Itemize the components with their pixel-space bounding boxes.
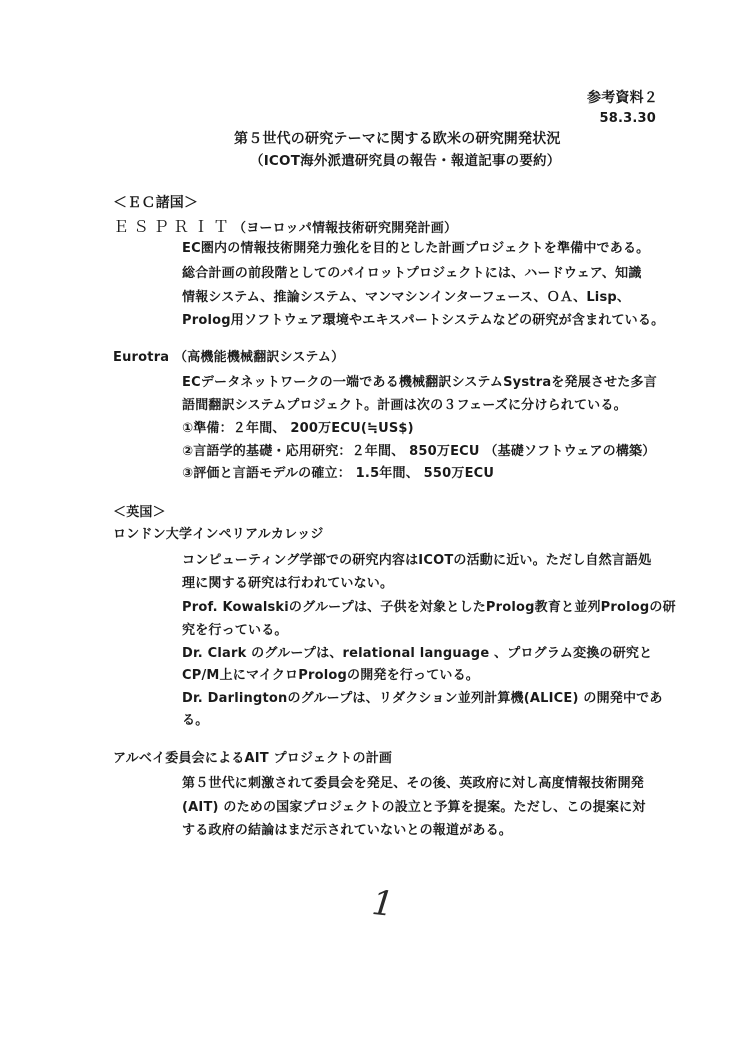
paragraph-line: する政府の結論はまだ示されていないとの報道がある。 <box>182 823 513 838</box>
section-heading-uk: ＜英国＞ <box>113 505 166 520</box>
section-heading-ec: ＜ＥＣ諸国＞ <box>113 195 199 211</box>
paragraph-line: コンピューティング学部での研究内容はICOTの活動に近い。ただし自然言語処 <box>182 553 652 568</box>
paragraph-line: Dr. Darlingtonのグループは、リダクション並列計算機(ALICE) の開発中であ <box>182 691 663 706</box>
reference-label: 参考資料２ <box>587 90 658 106</box>
page-number: 1 <box>369 882 396 926</box>
paragraph-line: (AIT) のための国家プロジェクトの設立と予算を提案。ただし、この提案に対 <box>182 800 646 815</box>
paragraph-line: 究を行っている。 <box>182 623 288 638</box>
document-subtitle: （ICOT海外派遣研究員の報告・報道記事の要約） <box>250 153 561 169</box>
paragraph-line: 総合計画の前段階としてのパイロットプロジェクトには、ハードウェア、知識 <box>182 266 642 281</box>
paragraph-line: Dr. Clark のグループは、relational language 、プログラム変換の研究と <box>182 646 653 661</box>
eurotra-name-detail: （高機能機械翻訳システム） <box>174 350 345 365</box>
paragraph-line: CP/M上にマイクロPrologの開発を行っている。 <box>182 668 479 683</box>
paragraph-line: Prof. Kowalskiのグループは、子供を対象としたProlog教育と並列Prologの研 <box>182 600 676 615</box>
phase-item: ①準備：２年間、 200万ECU(≒US$) <box>182 421 414 436</box>
paragraph-line: 第５世代に刺激されて委員会を発足、その後、英政府に対し高度情報技術開発 <box>182 776 645 791</box>
eurotra-name: Eurotra <box>113 350 170 365</box>
document-date: 58.3.30 <box>599 111 656 126</box>
paragraph-line: EC圏内の情報技術開発力強化を目的とした計画プロジェクトを準備中である。 <box>182 241 650 256</box>
london-heading: ロンドン大学インペリアルカレッジ <box>113 527 324 542</box>
paragraph-line: 理に関する研究は行われていない。 <box>182 576 394 591</box>
paragraph-line: ECデータネットワークの一端である機械翻訳システムSystraを発展させた多言 <box>182 375 657 390</box>
esprit-heading <box>113 219 457 237</box>
phase-item: ③評価と言語モデルの確立： 1.5年間、 550万ECU <box>182 466 495 481</box>
paragraph-line: 情報システム、推論システム、マンマシンインターフェース、ＯＡ、Lisp、 <box>182 290 631 305</box>
document-title: 第５世代の研究テーマに関する欧米の研究開発状況 <box>234 131 561 147</box>
paragraph-line: Prolog用ソフトウェア環境やエキスパートシステムなどの研究が含まれている。 <box>182 313 665 328</box>
eurotra-heading <box>113 350 344 366</box>
paragraph-line: 語間翻訳システムプロジェクト。計画は次の３フェーズに分けられている。 <box>182 398 627 413</box>
phase-item: ②言語学的基礎・応用研究：２年間、 850万ECU （基礎ソフトウェアの構築） <box>182 444 656 459</box>
esprit-name: ＥＳＰＲＩＴ <box>113 217 234 236</box>
esprit-name-detail: （ヨーロッパ情報技術研究開発計画） <box>233 221 458 236</box>
paragraph-line: る。 <box>182 713 209 728</box>
alvey-heading: アルベイ委員会によるAIT プロジェクトの計画 <box>113 751 393 766</box>
